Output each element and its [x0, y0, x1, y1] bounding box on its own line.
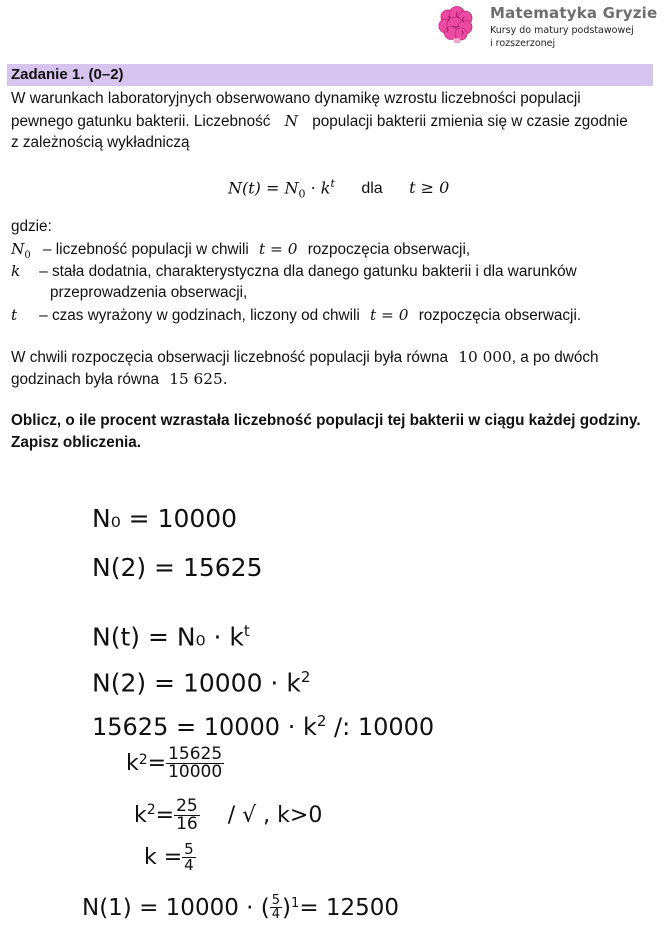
intro-line-3: z zależnością wykładniczą: [11, 134, 190, 151]
solution-line-n2: N(2) = 15625: [92, 553, 263, 582]
solution-line-n0: N₀ = 10000: [92, 504, 238, 533]
formula-sub: 0: [298, 187, 306, 201]
solution-text: N(t) = N₀ · k: [92, 622, 244, 652]
solution-text-2: =: [147, 751, 167, 776]
solution-sup: 1: [291, 896, 300, 911]
var-n: N: [284, 112, 299, 130]
solution-fraction: [270, 894, 282, 921]
value-10000: 10 000: [458, 348, 512, 366]
solution-line-n1: [82, 894, 399, 921]
brand-subtitle: Kursy do matury podstawowej: [490, 25, 634, 36]
solution-sup: 2: [300, 668, 311, 686]
formula-dla: dla: [361, 180, 383, 198]
solution-line-formula: [92, 622, 250, 651]
data-text-2: , a po dwóch: [511, 349, 599, 366]
question-line-2: Zapisz obliczenia.: [11, 434, 142, 451]
solution-text-3: / √ , k>0: [227, 803, 323, 828]
solution-text-3: = 12500: [299, 894, 400, 921]
solution-text: k =: [144, 845, 183, 870]
main-formula: [228, 173, 449, 206]
where-t: [11, 304, 581, 327]
intro-text: populacji bakterii zmienia się w czasie zgodnie: [312, 113, 628, 130]
formula-sup: t: [330, 177, 335, 190]
solution-line-k: [144, 842, 196, 873]
solution-sup: t: [243, 622, 250, 640]
where-k-text: – stała dodatnia, charakterystyczna dla danego gatunku bakterii i dla warunków: [39, 263, 577, 280]
where-k-text-2: przeprowadzenia obserwacji,: [50, 284, 248, 301]
intro-line-2: [11, 110, 628, 133]
where-t-text: – czas wyrażony w godzinach, liczony od chwili: [39, 307, 360, 324]
solution-text-2: /: 10000: [326, 713, 435, 741]
var-n0-sub: 0: [24, 250, 31, 262]
solution-text: N(1) = 10000 · (: [82, 894, 270, 921]
where-n0-text-2: rozpoczęcia obserwacji,: [307, 241, 471, 258]
data-line-2: [11, 368, 228, 391]
solution-sup: 2: [146, 802, 156, 818]
solution-sup: 2: [138, 752, 148, 768]
solution-line-k2-simplified: [134, 798, 322, 833]
brand-subtitle-2: i rozszerzonej: [490, 38, 556, 49]
formula-lhs: N(t) = N: [228, 178, 299, 198]
brand-title: Matematyka Gryzie: [490, 4, 658, 22]
value-15625: 15 625.: [169, 370, 228, 388]
fraction-denominator: 4: [184, 856, 194, 874]
data-text: W chwili rozpoczęcia obserwacji liczebność populacji była równa: [11, 349, 448, 366]
fraction-denominator: 4: [271, 907, 281, 922]
solution-text: N(2) = 10000 · k: [92, 668, 301, 698]
where-k: [11, 260, 577, 283]
solution-text: k: [126, 751, 139, 776]
solution-fraction: [182, 842, 196, 873]
solution-text: k: [134, 803, 147, 828]
solution-line-substitution: [92, 668, 310, 697]
task-title: Zadanie 1. (0–2): [11, 66, 124, 83]
solution-sup: 2: [316, 712, 327, 730]
solution-line-equation: [92, 712, 434, 741]
question-line-1: Oblicz, o ile procent wzrastała liczebność populacji tej bakterii w ciągu każdej godziny.: [11, 412, 641, 429]
where-n0-eq: t = 0: [259, 240, 298, 258]
var-k: k: [11, 262, 21, 280]
fraction-numerator: 25: [176, 796, 198, 816]
solution-text-2: ): [282, 894, 292, 921]
solution-fraction: [166, 746, 224, 781]
var-n0: N: [11, 240, 25, 258]
intro-line-1: W warunkach laboratoryjnych obserwowano dynamikę wzrostu liczebności populacji: [11, 90, 581, 107]
data-line-1: [11, 346, 599, 369]
solution-line-k2-frac: [126, 746, 224, 781]
formula-mid: · k: [305, 178, 331, 198]
solution-text-2: =: [155, 803, 175, 828]
where-label: gdzie:: [11, 218, 52, 235]
fraction-denominator: 16: [176, 814, 198, 834]
fraction-numerator: 5: [271, 893, 281, 908]
where-t-text-2: rozpoczęcia obserwacji.: [418, 307, 582, 324]
data-text-3: godzinach była równa: [11, 371, 159, 388]
where-n0-text: – liczebność populacji w chwili: [43, 241, 249, 258]
where-t-eq: t = 0: [370, 306, 409, 324]
solution-fraction: [174, 798, 200, 833]
solution-text: 15625 = 10000 · k: [92, 713, 317, 741]
var-t: t: [11, 306, 18, 324]
fraction-denominator: 10000: [168, 762, 223, 782]
formula-condition: t ≥ 0: [409, 178, 450, 198]
intro-text: pewnego gatunku bakterii. Liczebność: [11, 113, 271, 130]
fraction-numerator: 5: [184, 840, 194, 858]
fraction-numerator: 15625: [168, 744, 223, 764]
brain-icon: [436, 4, 476, 44]
